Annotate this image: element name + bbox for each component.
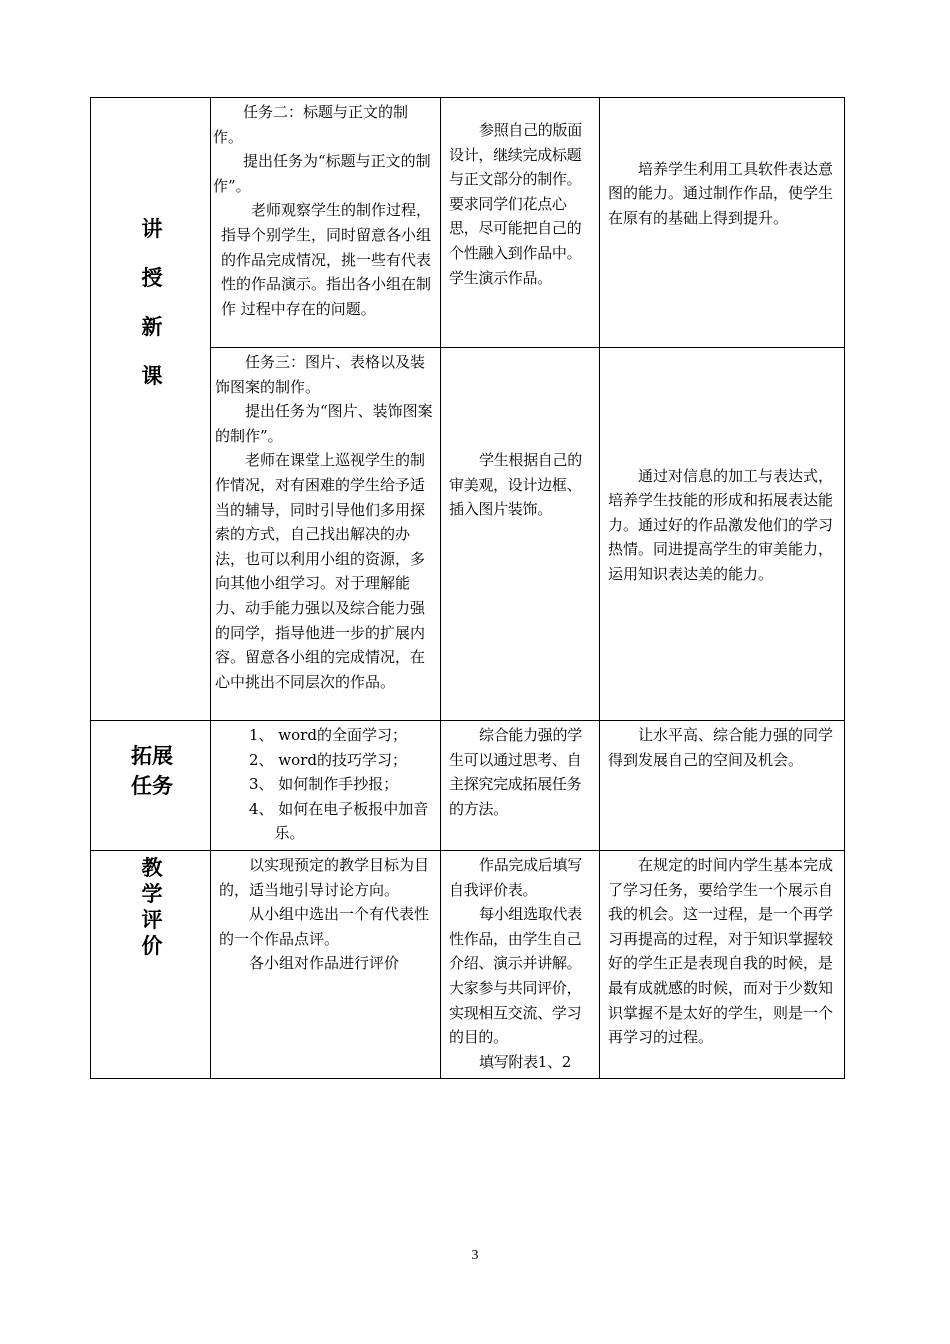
- teacher-activity-cell: [211, 98, 441, 348]
- section-line: 拓展: [131, 744, 173, 769]
- teacher-text: 老师在课堂上巡视学生的制作情况，对有困难的学生给予适当的辅导，同时引导他们多用探索的方式，自己找出解决的办法，也可以利用小组的资源，多向其他小组学习。对于理解能力、动手能力强以及综合能力强的同学，指导他进一步的扩展内容。留意各小组的完成情况，在心中挑出不同层次的作品。: [215, 451, 426, 691]
- teacher-text: 从小组中选出一个有代表性的一个作品点评。: [219, 905, 430, 948]
- teacher-text: 以实现预定的教学目标为目的，适当地引导讨论方向。: [219, 855, 430, 899]
- table-row: [91, 721, 845, 851]
- student-activity-cell: [441, 348, 600, 721]
- section-char: 学: [141, 881, 163, 906]
- design-intent-cell: [600, 721, 845, 851]
- page-number: 3: [471, 1248, 479, 1263]
- section-char: 教: [141, 855, 163, 880]
- student-text: 作品完成后填写自我评价表。: [449, 855, 582, 899]
- teacher-activity-cell: [211, 348, 441, 721]
- section-char: 讲: [141, 217, 163, 241]
- teacher-activity-cell: [211, 850, 441, 1078]
- section-heading-evaluation: [91, 850, 211, 1078]
- section-char: 价: [141, 933, 163, 958]
- student-text: 学生根据自己的审美观，设计边框、插入图片装饰。: [449, 451, 582, 519]
- lesson-plan-table: [90, 97, 845, 1079]
- section-char: 授: [141, 266, 163, 290]
- teacher-text: 1、 word的全面学习；: [249, 726, 407, 744]
- section-heading-extension: [91, 721, 211, 851]
- intent-text: 让水平高、综合能力强的同学得到发展自己的空间及机会。: [608, 726, 834, 769]
- student-activity-cell: [441, 98, 600, 348]
- teacher-text: 2、 word的技巧学习；: [249, 750, 407, 769]
- teacher-activity-cell: [211, 721, 441, 851]
- section-char: 新: [141, 315, 163, 339]
- section-char: 课: [141, 364, 163, 388]
- intent-text: 在规定的时间内学生基本完成了学习任务，要给学生一个展示自我的机会。这一过程，是一个再学习再提高的过程，对于知识掌握较好的学生正是表现自我的时候，是最有成就感的时候，而对于少数知识掌握不是太好的学生，则是一个再学习的过程。: [608, 855, 834, 1047]
- design-intent-cell: [600, 98, 845, 348]
- student-text: 填写附表1、2: [479, 1052, 571, 1071]
- teacher-text: 各小组对作品进行评价: [249, 954, 400, 973]
- section-heading-lecture: [91, 98, 211, 721]
- teacher-text: 任务三：图片、表格以及装饰图案的制作。: [215, 353, 426, 396]
- teacher-text: 4、 如何在电子板报中加音乐。: [249, 799, 429, 843]
- design-intent-cell: [600, 348, 845, 721]
- student-text: 每小组选取代表性作品，由学生自己介绍、演示并讲解。大家参与共同评价，实现相互交流、学习的目的。: [449, 905, 582, 1047]
- student-text: 综合能力强的学生可以通过思考、自主探究完成拓展任务的方法。: [449, 726, 582, 818]
- teacher-text: 提出任务为“图片、装饰图案的制作”。: [215, 402, 433, 445]
- teacher-text: 任务二：标题与正文的制作。: [213, 103, 409, 146]
- student-activity-cell: [441, 721, 600, 851]
- teacher-text: 提出任务为“标题与正文的制作”。: [213, 152, 431, 195]
- section-char: 评: [141, 907, 163, 932]
- design-intent-cell: [600, 850, 845, 1078]
- intent-text: 通过对信息的加工与表达式，培养学生技能的形成和拓展表达能力。通过好的作品激发他们的学习热情。同进提高学生的审美能力，运用知识表达美的能力。: [608, 466, 834, 583]
- student-text: 参照自己的版面设计，继续完成标题与正文部分的制作。要求同学们花点心思，尽可能把自己的个性融入到作品中。学生演示作品。: [449, 121, 582, 287]
- teacher-text: 老师观察学生的制作过程，指导个别学生，同时留意各小组的作品完成情况，挑一些有代表性的作品演示。指出各小组在制作 过程中存在的问题。: [221, 201, 432, 318]
- table-row: [91, 98, 845, 348]
- table-row: [91, 850, 845, 1078]
- intent-text: 培养学生利用工具软件表达意图的能力。通过制作作品，使学生在原有的基础上得到提升。: [608, 159, 834, 227]
- section-line: 任务: [131, 774, 173, 799]
- student-activity-cell: [441, 850, 600, 1078]
- teacher-text: 3、 如何制作手抄报；: [249, 775, 399, 794]
